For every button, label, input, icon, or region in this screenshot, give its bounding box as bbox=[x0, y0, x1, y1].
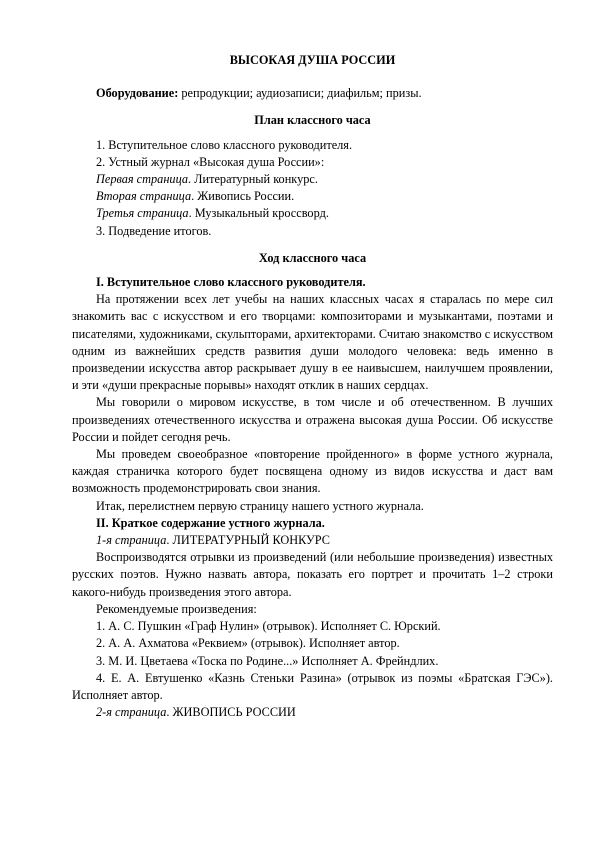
plan-heading: План классного часа bbox=[254, 113, 371, 128]
recommended-heading: Рекомендуемые произведения: bbox=[96, 601, 257, 616]
equipment-text: репродукции; аудиозаписи; диафильм; призы. bbox=[178, 86, 422, 101]
course-heading: Ход классного часа bbox=[258, 250, 367, 265]
section-1-paragraph-3: Мы проведем своеобразное «повторение пройденного» в форме устного журнала, каждая страничка которого будет посвящена одному из видов искусства и даст вам возможность продемонстрировать свои знания. bbox=[72, 447, 553, 496]
section-1-heading: I. Вступительное слово классного руководителя. bbox=[96, 275, 366, 290]
plan-page-2-text: . Живопись России. bbox=[191, 189, 295, 204]
section-2-page-1 bbox=[72, 532, 553, 549]
section-1-paragraph-1: На протяжении всех лет учебы на наших классных часах я старалась по мере сил знакомить вас с искусством и его творцами: композиторами и музыкантами, поэтами и писателями, художниками, скульпторами, архитекторами. Считаю знакомство с искусством одним из важнейших средств развития души молодого человека: ведь именно в произведении искусства автор раскрывает душу в ее наивысшем, наилучшем проявлении, и эти «души прекрасные порывы» находят отклик в наших сердцах. bbox=[72, 292, 553, 393]
section-2-page-2 bbox=[72, 704, 553, 721]
recommended-item-4: 4. Е. А. Евтушенко «Казнь Стеньки Разина» (отрывок из поэмы «Братская ГЭС»). Исполняет автор. bbox=[72, 670, 553, 702]
document-body bbox=[72, 52, 553, 721]
section-2-page-2-text: . ЖИВОПИСЬ РОССИИ bbox=[166, 705, 296, 720]
plan-page-3-text: . Музыкальный кроссворд. bbox=[188, 206, 329, 221]
recommended-item-2: 2. А. А. Ахматова «Реквием» (отрывок). Исполняет автор. bbox=[96, 636, 400, 651]
plan-page-2-label: Вторая страница bbox=[96, 189, 192, 204]
plan-page-2 bbox=[72, 188, 553, 205]
plan-page-3 bbox=[72, 205, 553, 222]
section-1-paragraph-2: Мы говорили о мировом искусстве, в том числе и об отечественном. В лучших произведениях отечественного искусства и отражена высокая душа России. Об искусстве России и пойдет сегодня речь. bbox=[72, 395, 553, 444]
section-1-paragraph-4: Итак, перелистнем первую страницу нашего устного журнала. bbox=[96, 498, 424, 513]
equipment-label: Оборудование: bbox=[96, 86, 179, 101]
plan-item-2: 2. Устный журнал «Высокая душа России»: bbox=[96, 154, 325, 169]
section-2-heading: II. Краткое содержание устного журнала. bbox=[96, 515, 325, 530]
section-2-paragraph-1: Воспроизводятся отрывки из произведений (или небольшие произведения) известных русских поэтов. Нужно назвать автора, показать его портрет и прочитать 1–2 строки какого-нибудь произведения этого автора. bbox=[72, 550, 553, 599]
plan-item-1: 1. Вступительное слово классного руководителя. bbox=[96, 137, 353, 152]
plan-page-1-label: Первая страница bbox=[96, 172, 189, 187]
section-2-page-1-text: . ЛИТЕРАТУРНЫЙ КОНКУРС bbox=[166, 533, 330, 548]
document-title: ВЫСОКАЯ ДУША РОССИИ bbox=[229, 53, 396, 67]
recommended-item-1: 1. А. С. Пушкин «Граф Нулин» (отрывок). Исполняет С. Юрский. bbox=[96, 619, 441, 634]
plan-page-3-label: Третья страница bbox=[96, 206, 189, 221]
plan-item-3: 3. Подведение итогов. bbox=[96, 223, 212, 238]
plan-page-1 bbox=[72, 171, 553, 188]
section-2-page-1-label: 1-я страница bbox=[96, 533, 167, 548]
section-2-page-2-label: 2-я страница bbox=[96, 705, 167, 720]
plan-page-1-text: . Литературный конкурс. bbox=[188, 172, 318, 187]
recommended-item-3: 3. М. И. Цветаева «Тоска по Родине...» Исполняет А. Фрейндлих. bbox=[96, 653, 439, 668]
equipment-line bbox=[72, 85, 553, 102]
